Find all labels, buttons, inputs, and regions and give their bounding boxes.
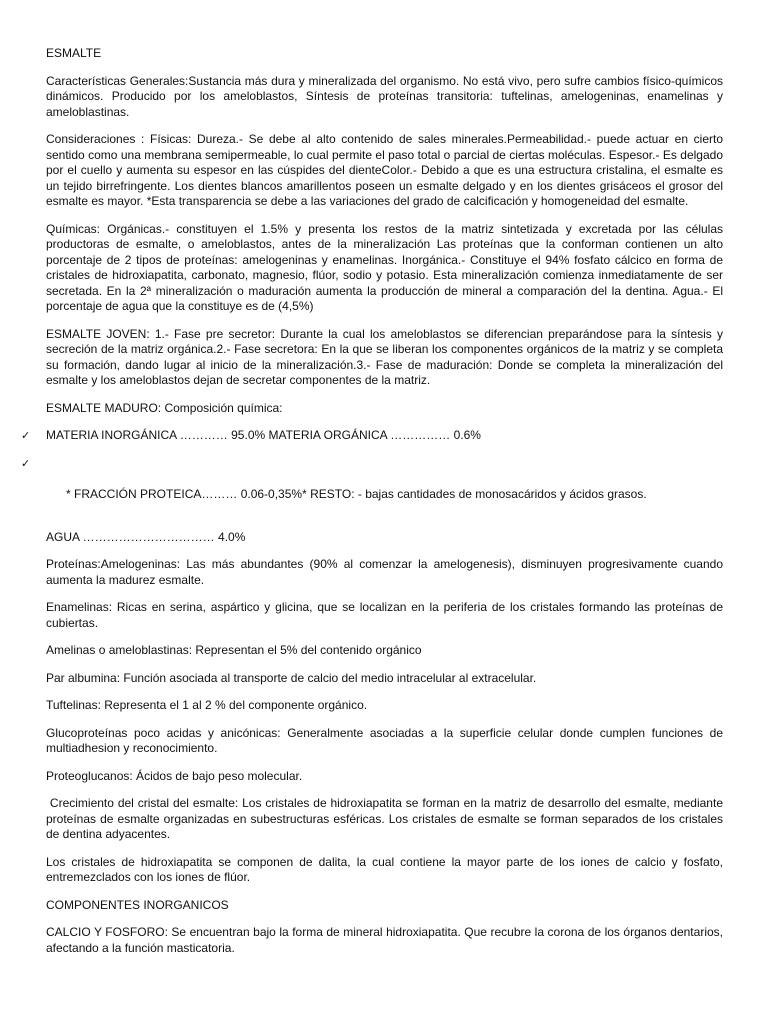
paragraph-quimicas: Químicas: Orgánicas.- constituyen el 1.5% y presenta los restos de la matriz sintetizada y excretada por las células productoras de esmalte, o ameloblastos, antes de la mineralización Las proteínas que la conforman contienen un alto porcentaje de 2 tipos de proteínas: amelogeninas y enamelinas. Inorgánica.- Constituye el 94% fosfato cálcico en forma de cristales de hidroxiapatita, carbonato, magnesio, flúor, sodio y potasio. Esta mineralización comienza inmediatamente de ser secretada. En la 2ª mineralización o maduración aumenta la producción de mineral a comparación del la dentina. Agua.- El porcentaje de agua que la constituye es de (4,5%)	[46, 221, 723, 313]
paragraph-crecimiento: Crecimiento del cristal del esmalte: Los cristales de hidroxiapatita se forman en la matriz de desarrollo del esmalte, mediante proteínas de esmalte organizadas en subestructuras esféricas. Los cristales de esmalte se forman separados de los cristales de dentina adyacentes.	[46, 796, 727, 841]
paragraph-consideraciones: Consideraciones : Físicas: Dureza.- Se debe al alto contenido de sales minerales.Permeabilidad.- puede actuar en cierto sentido como una membrana semipermeable, lo cual permite el paso total o parcial de ciertas moléculas. Espesor.- Es delgado por el cuello y aumenta su espesor en las cúspides del dienteColor.- Debido a que es una estructura cristalina, el esmalte es un tejido birrefringente. Los dientes blancos amarillentos poseen un esmalte delgado y en los dientes grisáceos el grosor del esmalte es mayor. *Esta transparencia se debe a las variaciones del grado de calcificación y homogeneidad del esmalte.	[46, 132, 723, 208]
checklist-item-text: * FRACCIÓN PROTEICA……… 0.06-0,35%* RESTO: - bajas cantidades de monosacáridos y ácidos grasos.	[59, 486, 647, 501]
paragraph-calcio: CALCIO Y FOSFORO: Se encuentran bajo la forma de mineral hidroxiapatita. Que recubre la corona de los órganos dentarios, afectando a la función masticatoria.	[46, 925, 723, 955]
checkmark-icon: ✓	[21, 456, 31, 470]
paragraph-enamelinas: Enamelinas: Ricas en serina, aspártico y glicina, que se localizan en la periferia de los cristales formando las proteínas de cubiertas.	[46, 600, 723, 630]
componentes-heading: COMPONENTES INORGANICOS	[46, 897, 229, 912]
paragraph-tuftelinas: Tuftelinas: Representa el 1 al 2 % del componente orgánico.	[46, 698, 368, 712]
paragraph-cristales: Los cristales de hidroxiapatita se componen de dalita, la cual contiene la mayor parte de los iones de calcio y fosfato, entremezclados con los iones de flúor.	[46, 854, 723, 884]
paragraph-glucoproteinas: Glucoproteínas poco acidas y anicónicas: Generalmente asociadas a la superficie celular donde cumplen funciones de multiadhesion y reconocimiento.	[46, 725, 723, 755]
checklist-item-text: MATERIA INORGÁNICA ………… 95.0% MATERIA ORGÁNICA …………… 0.6%	[46, 428, 481, 442]
paragraph-proteoglucanos: Proteoglucanos: Ácidos de bajo peso molecular.	[46, 768, 303, 783]
checklist-item	[21, 428, 723, 444]
paragraph-agua: AGUA …………………………… 4.0%	[46, 529, 246, 544]
paragraph-esmalte-joven: ESMALTE JOVEN: 1.- Fase pre secretor: Durante la cual los ameloblastos se diferencian preparándose para la síntesis y secreción de la matriz orgánica.2.- Fase secretora: En la que se liberan los componentes orgánicos de la matriz y se completa su formación, dando lugar al inicio de la mineralización.3.- Fase de maduración: Donde se completa la mineralización del esmalte y los ameloblastos dejan de secretar componentes de la matriz.	[46, 326, 723, 387]
paragraph-caracteristicas: Características Generales:Sustancia más dura y mineralizada del organismo. No está vivo, pero sufre cambios físico-químicos dinámicos. Producido por los ameloblastos, Síntesis de proteínas transitoria: tuftelinas, amelogeninas, enamelinas y ameloblastinas.	[46, 73, 723, 119]
document-page	[21, 46, 727, 968]
title-heading: ESMALTE	[46, 46, 102, 60]
paragraph-esmalte-maduro: ESMALTE MADURO: Composición química:	[46, 400, 283, 415]
checklist-item	[21, 456, 723, 518]
checkmark-icon: ✓	[21, 429, 31, 442]
paragraph-proteinas: Proteínas:Amelogeninas: Las más abundantes (90% al comenzar la amelogenesis), disminuyen progresivamente cuando aumenta la madurez esmalte.	[46, 557, 723, 587]
paragraph-par-albumina: Par albumina: Función asociada al transporte de calcio del medio intracelular al extracelular.	[46, 670, 537, 685]
paragraph-amelinas: Amelinas o ameloblastinas: Representan el 5% del contenido orgánico	[46, 643, 422, 657]
